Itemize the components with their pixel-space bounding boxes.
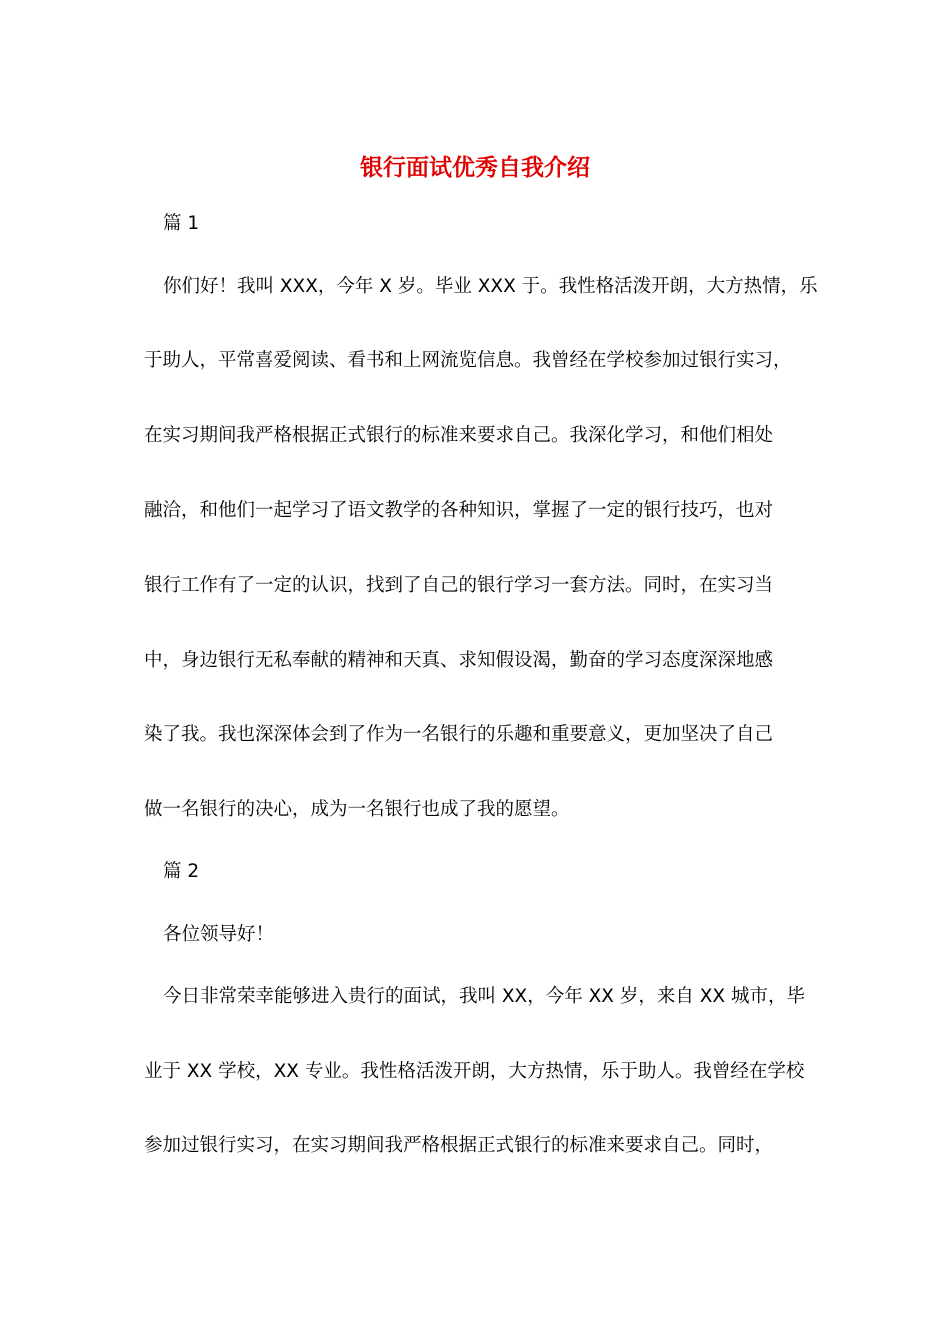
paragraph-line: 染了我。我也深深体会到了作为一名银行的乐趣和重要意义，更加坚决了自己: [144, 724, 774, 745]
paragraph-line: 银行工作有了一定的认识，找到了自己的银行学习一套方法。同时，在实习当: [144, 575, 774, 596]
document-title: 银行面试优秀自我介绍: [360, 155, 590, 181]
paragraph-line: 今日非常荣幸能够进入贵行的面试，我叫 XX，今年 XX 岁，来自 XX 城市，毕: [163, 986, 805, 1007]
section-label-1: 篇 1: [163, 213, 200, 234]
paragraph-line: 业于 XX 学校，XX 专业。我性格活泼开朗，大方热情，乐于助人。我曾经在学校: [144, 1061, 805, 1082]
paragraph-line: 融洽，和他们一起学习了语文教学的各种知识，掌握了一定的银行技巧，也对: [144, 500, 774, 521]
paragraph-line: 在实习期间我严格根据正式银行的标准来要求自己。我深化学习，和他们相处: [144, 425, 774, 446]
paragraph-line: 参加过银行实习，在实习期间我严格根据正式银行的标准来要求自己。同时，: [144, 1135, 774, 1156]
paragraph-line: 中，身边银行无私奉献的精神和天真、求知假设渴，勤奋的学习态度深深地感: [144, 650, 774, 671]
paragraph-line: 做一名银行的决心，成为一名银行也成了我的愿望。: [144, 799, 570, 820]
greeting-line: 各位领导好！: [163, 924, 275, 945]
paragraph-line: 于助人，平常喜爱阅读、看书和上网流览信息。我曾经在学校参加过银行实习，: [144, 350, 792, 371]
paragraph-line: 你们好！我叫 XXX，今年 X 岁。毕业 XXX 于。我性格活泼开朗，大方热情，乐: [163, 276, 818, 297]
section-label-2: 篇 2: [163, 861, 200, 882]
